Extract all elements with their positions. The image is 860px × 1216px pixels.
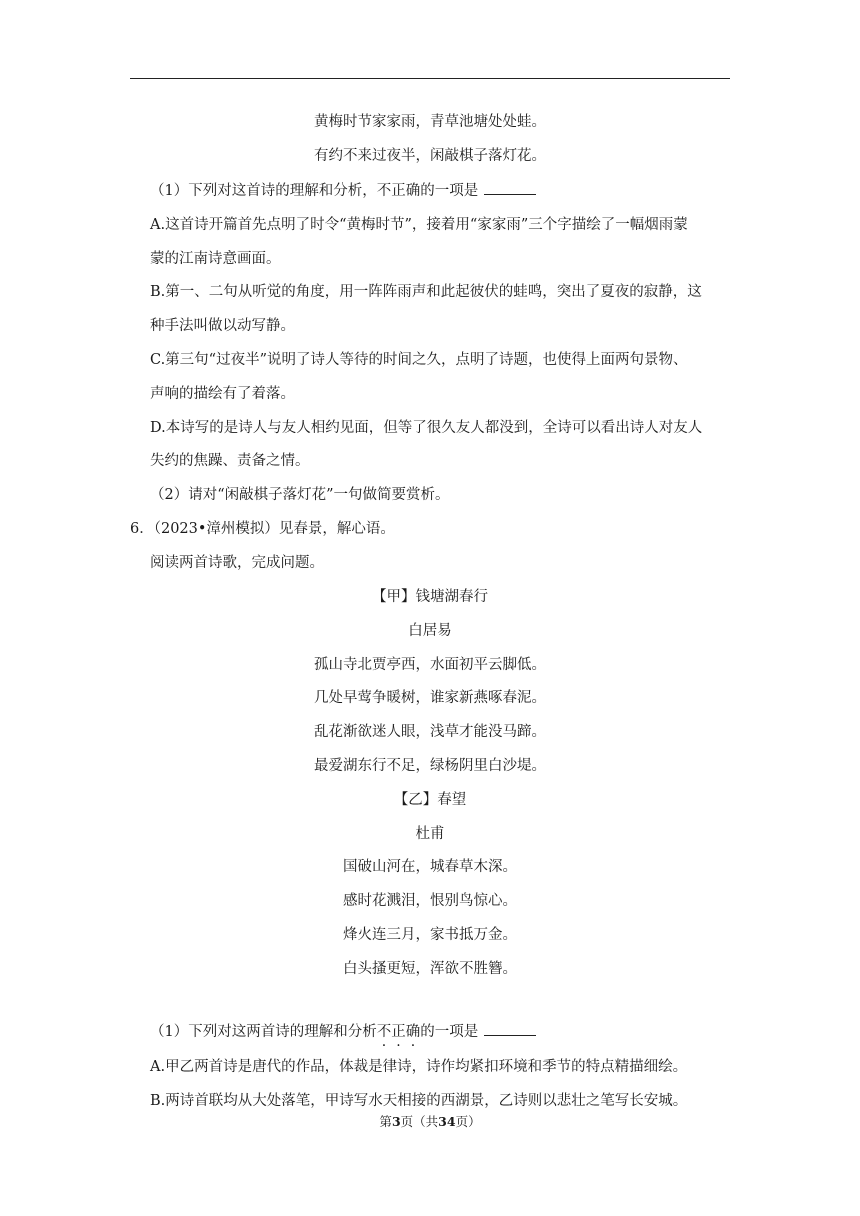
poemA-line: 最爱湖东行不足，绿杨阴里白沙堤。 — [314, 758, 546, 774]
q2-stem: （2）请对“闲敲棋子落灯花”一句做简要赏析。 — [150, 487, 450, 503]
q6-1-stem-pre: （1）下列对这两首诗的理解和分析 — [150, 1024, 377, 1040]
poemB-author: 杜甫 — [415, 826, 445, 842]
poemB-line: 国破山河在，城春草木深。 — [343, 859, 517, 875]
poemA-line: 几处早莺争暖树，谁家新燕啄春泥。 — [314, 690, 546, 706]
q1-option-b-line1: B.第一、二句从听觉的角度，用一阵阵雨声和此起彼伏的蛙鸣，突出了夏夜的寂静，这 — [150, 284, 702, 300]
q1-option-b-line2: 种手法叫做以动写静。 — [150, 318, 295, 334]
q1-option-a-line1: A.这首诗开篇首先点明了时令“黄梅时节”，接着用“家家雨”三个字描绘了一幅烟雨蒙 — [150, 217, 688, 233]
poemB-line: 感时花溅泪，恨别鸟惊心。 — [343, 893, 517, 909]
footer-post: 页） — [455, 1114, 481, 1129]
page-footer — [0, 1112, 860, 1130]
footer-page-number: 3 — [391, 1114, 401, 1129]
footer-pre: 第 — [379, 1114, 392, 1129]
q6-1-stem-post: 的一项是 — [420, 1024, 479, 1040]
question6-intro: 阅读两首诗歌，完成问题。 — [150, 555, 324, 571]
q6-1-option-a: A.甲乙两首诗是唐代的作品，体裁是律诗，诗作均紧扣环境和季节的特点精描细绘。 — [150, 1059, 688, 1075]
poemB-line: 白头搔更短，浑欲不胜簪。 — [343, 961, 517, 977]
q1-option-c-line1: C.第三句“过夜半”说明了诗人等待的时间之久，点明了诗题，也使得上面两句景物、 — [150, 352, 688, 368]
answer-blank — [484, 1023, 536, 1036]
poem1-line1: 黄梅时节家家雨，青草池塘处处蛙。 — [314, 114, 546, 130]
header-rule — [130, 78, 730, 79]
q1-stem — [150, 181, 536, 201]
q1-stem-text: （1）下列对这首诗的理解和分析，不正确的一项是 — [150, 183, 479, 199]
footer-mid: 页（共 — [400, 1114, 439, 1129]
poemB-line: 烽火连三月，家书抵万金。 — [343, 927, 517, 943]
poem1-line2: 有约不来过夜半，闲敲棋子落灯花。 — [314, 148, 546, 164]
question6-header: 6．（2023•漳州模拟）见春景，解心语。 — [130, 521, 395, 537]
poemA-line: 乱花渐欲迷人眼，浅草才能没马蹄。 — [314, 724, 546, 740]
q1-option-a-line2: 蒙的江南诗意画面。 — [150, 251, 281, 267]
poemA-line: 孤山寺北贾亭西，水面初平云脚低。 — [314, 657, 546, 673]
q1-option-d-line2: 失约的焦躁、责备之情。 — [150, 453, 310, 469]
q6-1-stem — [150, 1022, 536, 1042]
emphasis-char: 正 — [391, 1024, 406, 1040]
emphasis-char: 不 — [376, 1024, 392, 1040]
q6-1-option-b: B.两诗首联均从大处落笔，甲诗写水天相接的西湖景，乙诗则以悲壮之笔写长安城。 — [150, 1093, 688, 1109]
q1-option-c-line2: 声响的描绘有了着落。 — [150, 386, 295, 402]
poemA-author: 白居易 — [408, 623, 452, 639]
footer-total-pages: 34 — [438, 1114, 456, 1129]
q1-option-d-line1: D.本诗写的是诗人与友人相约见面，但等了很久友人都没到，全诗可以看出诗人对友人 — [150, 420, 703, 436]
answer-blank — [484, 182, 536, 195]
emphasis-char: 确 — [405, 1024, 421, 1040]
poemA-title: 【甲】钱塘湖春行 — [372, 589, 488, 605]
poemB-title: 【乙】春望 — [393, 792, 467, 808]
